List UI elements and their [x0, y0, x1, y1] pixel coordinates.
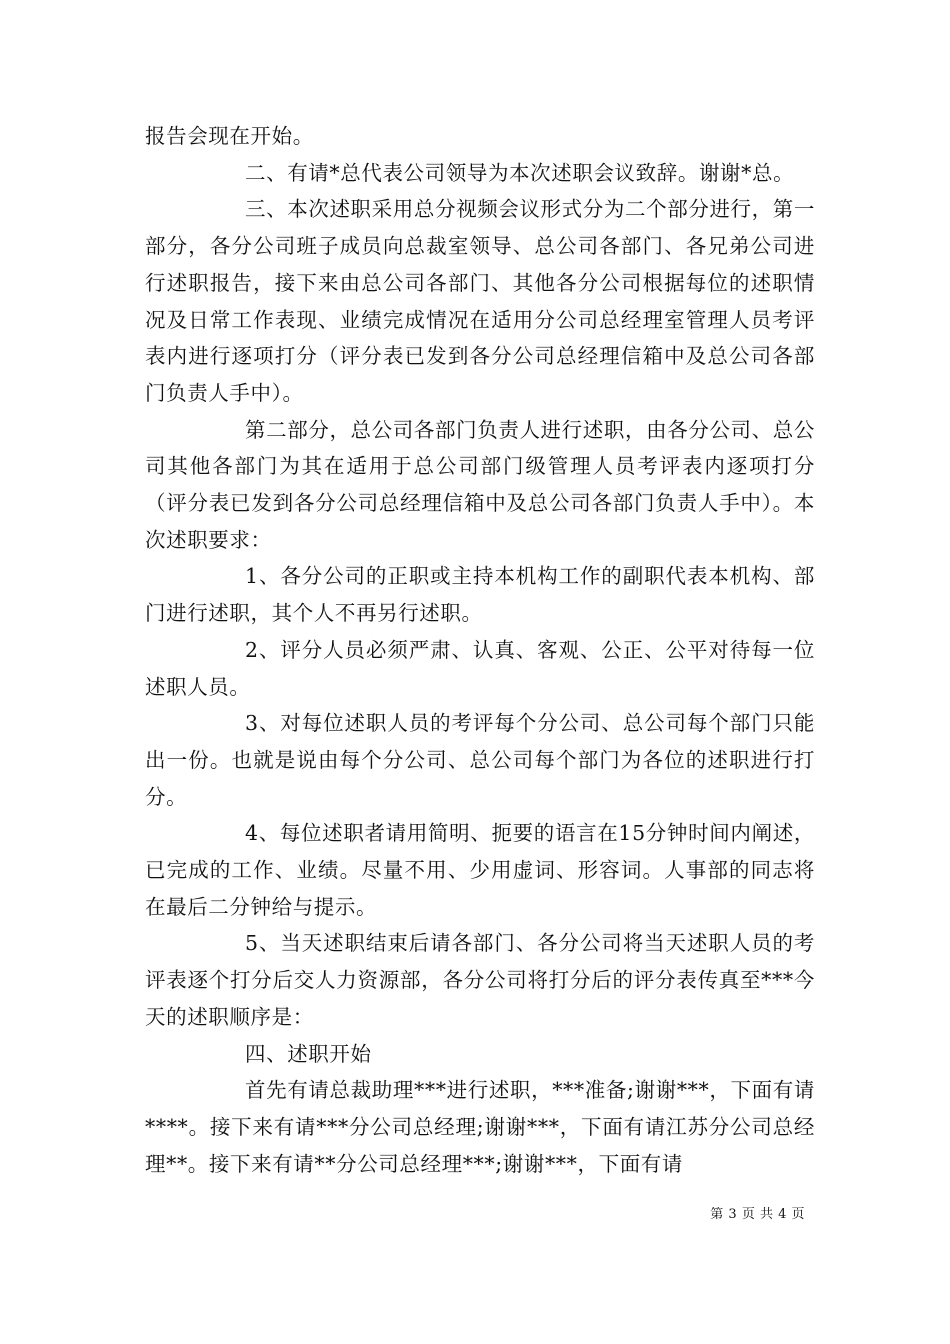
paragraph: 四、述职开始	[245, 1041, 372, 1066]
paragraph: 4、每位述职者请用简明、扼要的语言在15分钟时间内阐述，已完成的工作、业绩。尽量不用、少用虚词、形容词。人事部的同志将在最后二分钟给与提示。	[145, 821, 815, 919]
paragraph: 3、对每位述职人员的考评每个分公司、总公司每个部门只能出一份。也就是说由每个分公司、总公司每个部门为各位的述职进行打分。	[145, 711, 815, 809]
page-footer: 第 3 页 共 4 页	[710, 1207, 805, 1222]
paragraph: 1、各分公司的正职或主持本机构工作的副职代表本机构、部门进行述职，其个人不再另行述职。	[145, 564, 815, 626]
paragraph: 报告会现在开始。	[145, 124, 314, 148]
document-body	[145, 118, 815, 1182]
paragraph: 首先有请总裁助理***进行述职，***准备;谢谢***，下面有请****。接下来有请***分公司总经理;谢谢***，下面有请江苏分公司总经理**。接下来有请**分公司总经理***;谢谢***，下面有请	[145, 1078, 815, 1176]
paragraph: 二、有请*总代表公司领导为本次述职会议致辞。谢谢*总。	[245, 160, 795, 185]
paragraph: 第二部分，总公司各部门负责人进行述职，由各分公司、总公司其他各部门为其在适用于总公司部门级管理人员考评表内逐项打分（评分表已发到各分公司总经理信箱中及总公司各部门负责人手中）。本次述职要求：	[145, 417, 815, 552]
paragraph: 5、当天述职结束后请各部门、各分公司将当天述职人员的考评表逐个打分后交人力资源部，各分公司将打分后的评分表传真至***今天的述职顺序是：	[145, 931, 815, 1029]
paragraph: 三、本次述职采用总分视频会议形式分为二个部分进行，第一部分，各分公司班子成员向总裁室领导、总公司各部门、各兄弟公司进行述职报告，接下来由总公司各部门、其他各分公司根据每位的述职情况及日常工作表现、业绩完成情况在适用分公司总经理室管理人员考评表内进行逐项打分（评分表已发到各分公司总经理信箱中及总公司各部门负责人手中）。	[145, 197, 815, 405]
paragraph: 2、评分人员必须严肃、认真、客观、公正、公平对待每一位述职人员。	[145, 637, 815, 699]
